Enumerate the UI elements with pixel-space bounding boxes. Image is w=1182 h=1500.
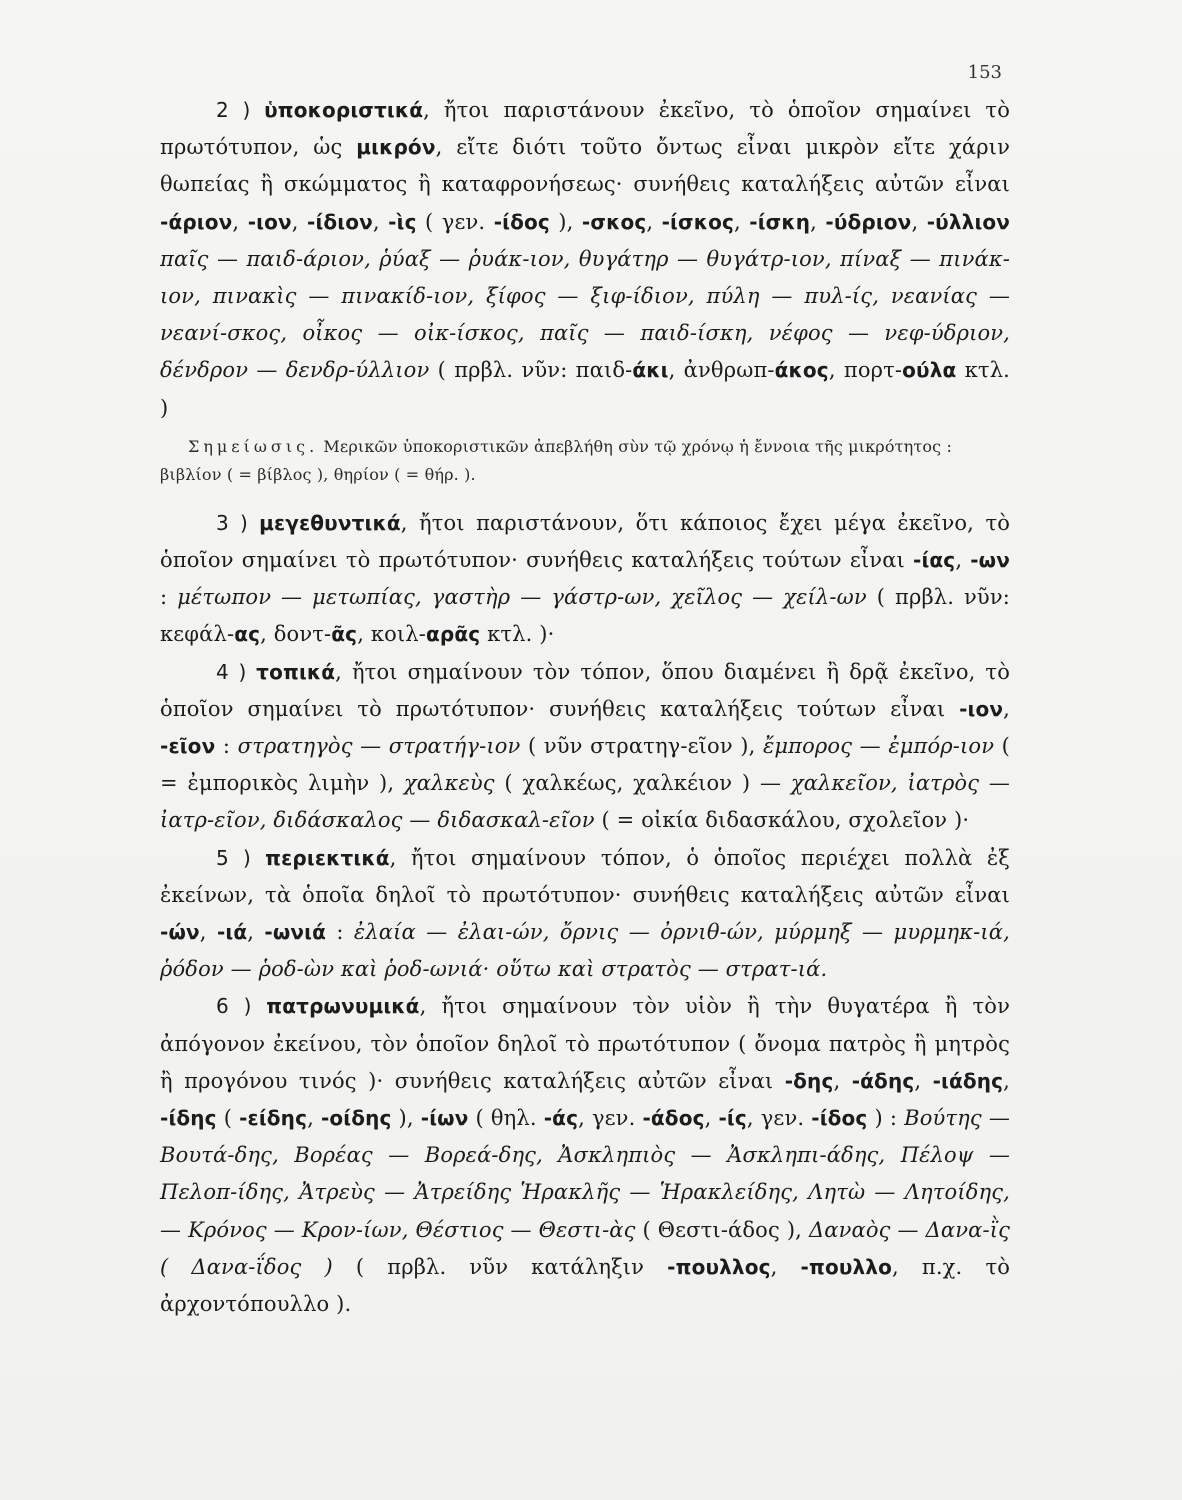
text-segment: -πουλλος [667, 1254, 771, 1279]
text-segment: , [770, 1254, 801, 1279]
paragraph-hypokoristika [160, 92, 1010, 427]
text-segment: , [307, 1106, 321, 1131]
text-segment: , π.χ. τὸ ἀρχοντόπουλλο ). [160, 1254, 1010, 1317]
text-segment: -πουλλο [800, 1254, 893, 1279]
text-segment: κτλ. ) [160, 358, 1010, 420]
text-segment: -ιά [216, 920, 248, 945]
text-segment: ἔμπορος — ἐμπόρ-ιον [762, 734, 995, 759]
text-segment: κτλ. )· [480, 622, 555, 647]
text-segment: ( = οἰκία διδασκάλου, σχολεῖον )· [594, 808, 970, 833]
text-segment: ( πρβλ. νῦν κατάληξιν [332, 1254, 668, 1279]
text-segment: -ίς [718, 1106, 747, 1131]
note-semeiosis [160, 433, 1010, 489]
text-segment: ( Θεστι-άδος ), [635, 1217, 809, 1242]
text-segment: , ἤτοι σημαίνουν τὸν τόπον, ὅπου διαμένει ἢ δρᾷ ἐκεῖνο, τὸ ὁποῖον σημαίνει τὸ πρωτότυπον· συνήθεις καταλήξεις τούτων εἶναι [160, 659, 1010, 721]
text-segment: , γεν. [746, 1106, 812, 1131]
text-segment: , [810, 209, 826, 234]
text-segment: , [1003, 1068, 1010, 1093]
text-segment: , ἤτοι παριστάνουν ἐκεῖνο, τὸ ὁποῖον σημαίνει τὸ πρωτότυπον, ὡς [160, 98, 1010, 160]
text-segment: μικρόν [356, 135, 436, 160]
text-segment: 6 ) [216, 994, 267, 1019]
page-text [160, 92, 1010, 1323]
paragraph-megethyntika [160, 505, 1010, 654]
text-segment: -άριον [160, 209, 233, 234]
text-segment: , [291, 209, 308, 234]
text-segment: -ων [970, 548, 1010, 573]
paragraph-periektika [160, 840, 1010, 989]
text-segment: ὑποκοριστικά [264, 98, 424, 122]
text-segment: -εῖον [160, 734, 216, 759]
text-segment: , [914, 1068, 933, 1093]
text-segment: -ίδος [811, 1106, 868, 1131]
text-segment: 2 ) [216, 98, 265, 122]
text-segment: ( χαλκέως, χαλκέιον ) — [494, 771, 791, 796]
text-segment: , [247, 920, 265, 945]
text-segment: 5 ) [216, 845, 266, 870]
text-segment: παῖς — παιδ-άριον, ῥύαξ — ῥυάκ-ιον, θυγάτηρ — θυγάτρ-ιον, πίναξ — πινάκ-ιον, πινακὶς — πινακίδ-ιον, ξίφος — ξιφ-ίδιον, πύλη — πυλ-ίς, νεανίας — νεανί-σκος, οἶκος — οἰκ-ίσκος, παῖς — παιδ-ίσκη, νέφος — νεφ-ύδριον, δένδρον — δενδρ-ύλλιον [160, 246, 1010, 383]
text-segment: ἐλαία — ἐλαι-ών, ὄρνις — ὀρνιθ-ών, μύρμηξ — μυρμηκ-ιά, ῥόδον — ῥοδ-ὼν καὶ ῥοδ-ωνιά· οὕτω καὶ στρατὸς — στρατ-ιά. [160, 920, 1010, 982]
text-segment: -ών [160, 920, 200, 945]
text-segment: -οίδης [320, 1106, 392, 1131]
text-segment: ( νῦν στρατηγ-εῖον ), [520, 734, 763, 759]
paragraph-patronymika [160, 988, 1010, 1323]
text-segment: -ίων [420, 1106, 469, 1131]
text-segment: άκος [774, 358, 829, 383]
text-segment: -ίδης [160, 1106, 217, 1131]
text-segment: , πορτ- [828, 358, 903, 383]
text-segment: -άδος [642, 1106, 705, 1131]
text-segment: -σκος [581, 209, 647, 234]
text-segment: -ύλλιον [926, 209, 1011, 234]
text-segment: , [1003, 696, 1010, 721]
text-segment: -ιον [959, 696, 1004, 721]
text-segment: Βούτης — Βουτά-δης, Βορέας — Βορεά-δης, Ἀσκληπιὸς — Ἀσκληπι-άδης, Πέλοψ — Πελοπ-ίδης, Ἀτρεὺς — Ἀτρείδης Ἡρακλῆς — Ἡρακλείδης, Λητὼ — Λητοίδης, — Κρόνος — Κρον-ίων, Θέστιος — Θεστι-ὰς [160, 1106, 1010, 1242]
text-segment: , [704, 1106, 719, 1131]
text-segment: , γεν. [578, 1106, 643, 1131]
text-segment: ( πρβλ. νῦν: παιδ- [429, 358, 633, 383]
text-segment: -δης [784, 1068, 834, 1093]
text-segment: ( γεν. [416, 209, 494, 234]
text-segment: , [199, 920, 217, 945]
text-segment: τοπικά [256, 659, 336, 684]
text-segment: , [833, 1068, 852, 1093]
text-segment: -είδης [239, 1106, 308, 1131]
paragraph-topika [160, 654, 1010, 840]
text-segment: -άς [543, 1106, 579, 1131]
text-segment: χαλκεῖον, ἰατρὸς — ἰατρ-εῖον, διδάσκαλος — διδασκαλ-εῖον [160, 771, 1010, 833]
text-segment: περιεκτικά [265, 845, 390, 870]
text-segment: , [232, 209, 248, 234]
text-segment: ), [391, 1106, 421, 1131]
text-segment: άκι [632, 358, 669, 383]
text-segment: μέτωπον — μετωπίας, γαστὴρ — γάστρ-ων, χεῖλος — χείλ-ων [177, 585, 867, 610]
text-segment: ( θηλ. [468, 1106, 544, 1131]
text-segment: ( = ἐμπορικὸς λιμὴν ), [160, 734, 1010, 796]
text-segment: -ίδος [493, 209, 550, 234]
text-segment: , ἤτοι σημαίνουν τὸν υἱὸν ἢ τὴν θυγατέρα ἢ τὸν ἀπόγονον ἐκείνου, τὸν ὁποῖον δηλοῖ τὸ πρωτότυπον ( ὄνομα πατρὸς ἢ μητρὸς ἢ προγόνου τινός )· συνήθεις καταλήξεις αὐτῶν εἶναι [160, 994, 1011, 1093]
text-segment: Μερικῶν ὑποκοριστικῶν ἀπεβλήθη σὺν τῷ χρόνῳ ἡ ἔννοια τῆς μικρότητος : βιβλίον ( = βίβλος ), θηρίον ( = θήρ. ). [160, 436, 953, 484]
text-segment: μεγεθυντικά [259, 510, 401, 535]
text-segment: ( [216, 1106, 240, 1131]
text-segment: -ίσκος [661, 209, 734, 234]
text-segment: αρᾶς [426, 622, 481, 647]
text-segment: : [326, 920, 354, 945]
text-segment: 3 ) [216, 510, 260, 535]
text-segment: , [911, 209, 927, 234]
text-segment: , [733, 209, 750, 234]
text-segment: -ίδιον [307, 209, 373, 234]
text-segment: , ἤτοι παριστάνουν, ὅτι κάποιος ἔχει μέγα ἐκεῖνο, τὸ ὁποῖον σημαίνει τὸ πρωτότυπον· συνήθεις καταλήξεις τούτων εἶναι [160, 510, 1011, 573]
text-segment: , ἀνθρωπ- [668, 358, 775, 383]
text-segment: -ωνιά [264, 920, 326, 945]
text-segment: ούλα [902, 358, 957, 383]
text-segment: , [646, 209, 662, 234]
text-segment: , εἴτε διότι τοῦτο ὄντως εἶναι μικρὸν εἴτε χάριν θωπείας ἢ σκώμματος ἢ καταφρονήσεως· συνήθεις καταλήξεις αὐτῶν εἶναι [160, 135, 1010, 197]
text-segment: χαλκεὺς [403, 771, 495, 796]
text-segment: : [215, 734, 238, 759]
text-segment: -ύδριον [825, 209, 912, 234]
text-segment: 4 ) [216, 659, 257, 684]
text-segment: Δαναὸς — Δανα-ῒς ( Δανα-ΐδος ) [160, 1217, 1010, 1279]
text-segment: στρατηγὸς — στρατήγ-ιον [237, 734, 521, 759]
text-segment: -άδης [851, 1068, 915, 1093]
text-segment: , κοιλ- [357, 622, 426, 647]
text-segment: -ιάδης [932, 1068, 1004, 1093]
text-segment: ) : [867, 1106, 905, 1131]
text-segment: -ιον [247, 209, 292, 234]
text-segment: ), [549, 209, 582, 234]
text-segment: Σημείωσις. [188, 436, 319, 456]
text-segment: ας [234, 622, 261, 647]
text-segment: , [955, 548, 971, 573]
page-number: 153 [967, 62, 1002, 83]
text-segment: , ἤτοι σημαίνουν τόπον, ὁ ὁποῖος περιέχει πολλὰ ἐξ ἐκείνων, τὰ ὁποῖα δηλοῖ τὸ πρωτότυπον· συνήθεις καταλήξεις αὐτῶν εἶναι [160, 845, 1011, 907]
text-segment: -ίας [913, 548, 956, 573]
text-segment: ᾶς [331, 622, 358, 647]
text-segment: -ίσκη [749, 209, 811, 234]
text-segment: -ὶς [388, 209, 417, 234]
text-segment: : [160, 585, 178, 610]
text-segment: πατρωνυμικά [266, 994, 420, 1019]
text-segment: , [372, 209, 389, 234]
text-segment: ( πρβλ. νῦν: κεφάλ- [160, 585, 1010, 647]
text-segment: , δοντ- [260, 622, 332, 647]
